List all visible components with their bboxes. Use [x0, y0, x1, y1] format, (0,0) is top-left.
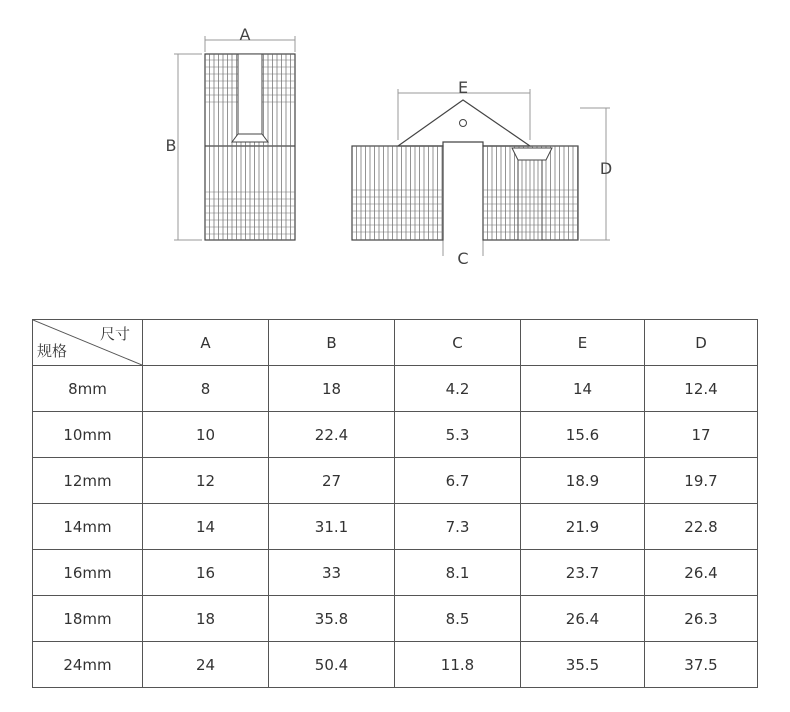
table-row [33, 366, 758, 412]
spec-cell: 12mm [33, 458, 143, 504]
value-cell-c: 7.3 [395, 504, 521, 550]
value-cell-e: 14 [521, 366, 645, 412]
value-cell-e: 18.9 [521, 458, 645, 504]
value-cell-c: 5.3 [395, 412, 521, 458]
corner-label-spec: 规格 [37, 342, 68, 360]
dim-label-a: A [239, 25, 251, 44]
spec-cell: 10mm [33, 412, 143, 458]
spec-cell: 18mm [33, 596, 143, 642]
value-cell-d: 26.3 [645, 596, 758, 642]
value-cell-c: 8.1 [395, 550, 521, 596]
dimension-table [32, 319, 758, 688]
table-row [33, 642, 758, 688]
value-cell-d: 26.4 [645, 550, 758, 596]
closed-hinge-view [174, 36, 295, 240]
value-cell-a: 10 [143, 412, 269, 458]
table-header-row [33, 320, 758, 366]
value-cell-d: 17 [645, 412, 758, 458]
value-cell-e: 23.7 [521, 550, 645, 596]
column-header-c: C [395, 320, 521, 366]
value-cell-d: 19.7 [645, 458, 758, 504]
spec-cell: 16mm [33, 550, 143, 596]
dim-label-c: C [457, 249, 469, 268]
value-cell-e: 26.4 [521, 596, 645, 642]
value-cell-b: 27 [269, 458, 395, 504]
column-header-a: A [143, 320, 269, 366]
value-cell-c: 4.2 [395, 366, 521, 412]
column-header-e: E [521, 320, 645, 366]
column-header-d: D [645, 320, 758, 366]
value-cell-a: 18 [143, 596, 269, 642]
open-hinge-view [352, 89, 613, 256]
value-cell-a: 8 [143, 366, 269, 412]
value-cell-e: 15.6 [521, 412, 645, 458]
value-cell-a: 24 [143, 642, 269, 688]
value-cell-e: 35.5 [521, 642, 645, 688]
value-cell-c: 6.7 [395, 458, 521, 504]
table-row [33, 412, 758, 458]
value-cell-b: 35.8 [269, 596, 395, 642]
hinge-dimension-diagram [0, 0, 790, 290]
value-cell-a: 12 [143, 458, 269, 504]
value-cell-d: 12.4 [645, 366, 758, 412]
corner-label-size: 尺寸 [99, 325, 130, 343]
spec-cell: 24mm [33, 642, 143, 688]
dim-label-b: B [165, 136, 177, 155]
value-cell-b: 18 [269, 366, 395, 412]
spec-cell: 14mm [33, 504, 143, 550]
column-header-b: B [269, 320, 395, 366]
dim-label-d: D [599, 159, 613, 178]
table-row [33, 504, 758, 550]
corner-header-cell [33, 320, 143, 366]
value-cell-e: 21.9 [521, 504, 645, 550]
value-cell-d: 37.5 [645, 642, 758, 688]
table-row [33, 596, 758, 642]
value-cell-b: 22.4 [269, 412, 395, 458]
dim-label-e: E [457, 78, 469, 97]
value-cell-c: 8.5 [395, 596, 521, 642]
value-cell-a: 14 [143, 504, 269, 550]
table-row [33, 458, 758, 504]
value-cell-d: 22.8 [645, 504, 758, 550]
spec-cell: 8mm [33, 366, 143, 412]
value-cell-a: 16 [143, 550, 269, 596]
value-cell-b: 50.4 [269, 642, 395, 688]
value-cell-b: 31.1 [269, 504, 395, 550]
value-cell-b: 33 [269, 550, 395, 596]
value-cell-c: 11.8 [395, 642, 521, 688]
table-row [33, 550, 758, 596]
